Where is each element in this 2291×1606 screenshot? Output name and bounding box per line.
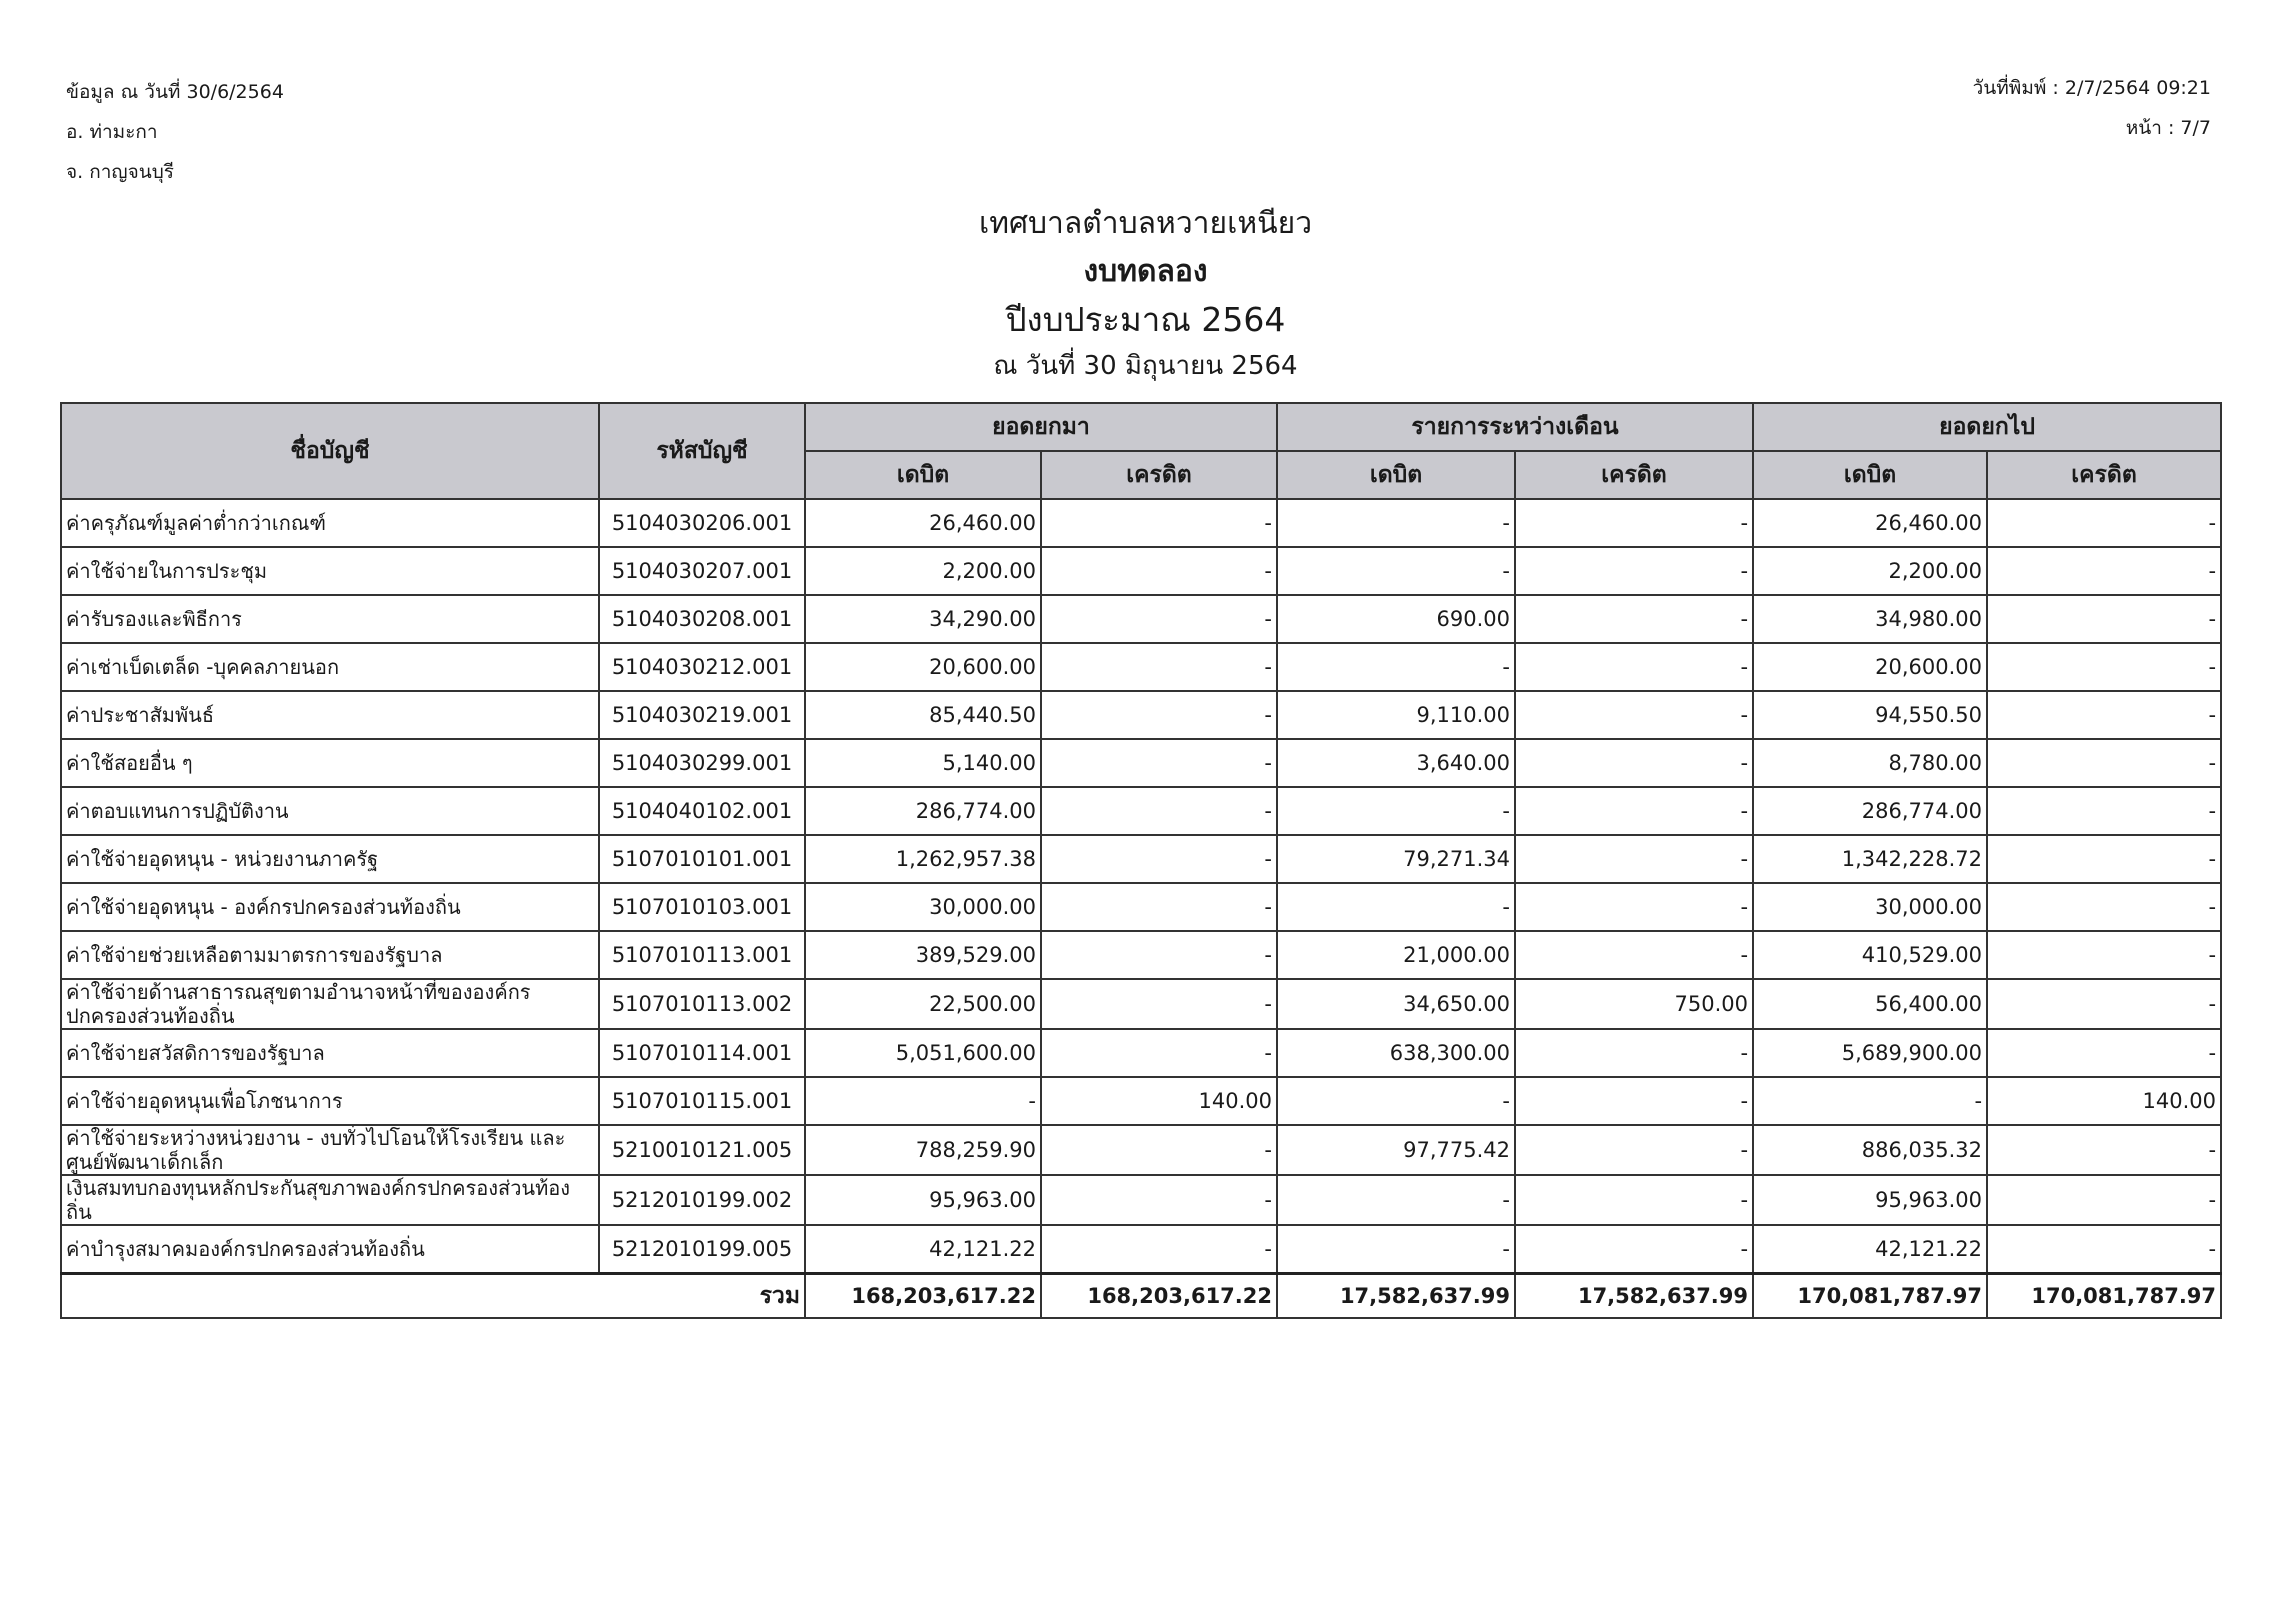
- month-credit-cell: 750.00: [1515, 979, 1753, 1029]
- bf-credit-cell: -: [1041, 1029, 1277, 1077]
- cf-debit-cell: 42,121.22: [1753, 1225, 1987, 1274]
- bf-credit-cell: -: [1041, 643, 1277, 691]
- cf-credit-cell: -: [1987, 883, 2221, 931]
- account-code-cell: 5107010103.001: [599, 883, 805, 931]
- bf-debit-cell: 389,529.00: [805, 931, 1041, 979]
- month-credit-cell: -: [1515, 883, 1753, 931]
- bf-credit-cell: -: [1041, 979, 1277, 1029]
- account-name-cell: ค่ารับรองและพิธีการ: [61, 595, 599, 643]
- month-debit-cell: 690.00: [1277, 595, 1515, 643]
- header-brought-forward: ยอดยกมา: [805, 403, 1277, 451]
- table-row: [61, 787, 2221, 835]
- cf-debit-cell: 1,342,228.72: [1753, 835, 1987, 883]
- cf-debit-cell: 2,200.00: [1753, 547, 1987, 595]
- bf-debit-cell: 42,121.22: [805, 1225, 1041, 1274]
- cf-credit-cell: -: [1987, 1029, 2221, 1077]
- table-row: [61, 499, 2221, 547]
- cf-credit-cell: -: [1987, 595, 2221, 643]
- account-code-cell: 5107010101.001: [599, 835, 805, 883]
- bf-credit-cell: 140.00: [1041, 1077, 1277, 1125]
- account-code-cell: 5104030219.001: [599, 691, 805, 739]
- header-debit: เดบิต: [805, 451, 1041, 499]
- month-debit-cell: -: [1277, 787, 1515, 835]
- cf-credit-cell: -: [1987, 787, 2221, 835]
- header-debit: เดบิต: [1753, 451, 1987, 499]
- cf-debit-cell: 34,980.00: [1753, 595, 1987, 643]
- account-name-cell: ค่าใช้จ่ายในการประชุม: [61, 547, 599, 595]
- cf-credit-cell: -: [1987, 499, 2221, 547]
- account-name-cell: ค่าใช้จ่ายสวัสดิการของรัฐบาล: [61, 1029, 599, 1077]
- account-name-cell: ค่าครุภัณฑ์มูลค่าต่ำกว่าเกณฑ์: [61, 499, 599, 547]
- month-debit-cell: -: [1277, 1077, 1515, 1125]
- account-name-cell: ค่าใช้จ่ายอุดหนุนเพื่อโภชนาการ: [61, 1077, 599, 1125]
- bf-credit-cell: -: [1041, 1225, 1277, 1274]
- table-row: [61, 835, 2221, 883]
- month-credit-cell: -: [1515, 739, 1753, 787]
- cf-debit-cell: 5,689,900.00: [1753, 1029, 1987, 1077]
- month-credit-cell: -: [1515, 1175, 1753, 1225]
- bf-debit-cell: 85,440.50: [805, 691, 1041, 739]
- cf-debit-cell: 26,460.00: [1753, 499, 1987, 547]
- header-credit: เครดิต: [1987, 451, 2221, 499]
- data-date: ข้อมูล ณ วันที่ 30/6/2564: [66, 81, 284, 103]
- account-code-cell: 5107010115.001: [599, 1077, 805, 1125]
- account-code-cell: 5212010199.002: [599, 1175, 805, 1225]
- bf-debit-cell: 1,262,957.38: [805, 835, 1041, 883]
- month-debit-cell: 21,000.00: [1277, 931, 1515, 979]
- bf-debit-cell: 5,051,600.00: [805, 1029, 1041, 1077]
- header-credit: เครดิต: [1041, 451, 1277, 499]
- month-credit-cell: -: [1515, 1029, 1753, 1077]
- table-row: [61, 883, 2221, 931]
- month-credit-cell: -: [1515, 1125, 1753, 1175]
- table-row: [61, 691, 2221, 739]
- account-name-cell: ค่าตอบแทนการปฏิบัติงาน: [61, 787, 599, 835]
- cf-credit-cell: -: [1987, 931, 2221, 979]
- organization-name: เทศบาลตำบลหวายเหนียว: [978, 206, 1313, 241]
- cf-credit-cell: 140.00: [1987, 1077, 2221, 1125]
- account-code-cell: 5104030299.001: [599, 739, 805, 787]
- month-debit-cell: -: [1277, 499, 1515, 547]
- table-row: [61, 595, 2221, 643]
- total-bf-debit: 168,203,617.22: [805, 1274, 1041, 1319]
- account-name-cell: ค่าใช้จ่ายอุดหนุน - องค์กรปกครองส่วนท้องถิ่น: [61, 883, 599, 931]
- table-row: [61, 1029, 2221, 1077]
- cf-credit-cell: -: [1987, 979, 2221, 1029]
- month-credit-cell: -: [1515, 835, 1753, 883]
- bf-credit-cell: -: [1041, 931, 1277, 979]
- account-name-cell: ค่าใช้สอยอื่น ๆ: [61, 739, 599, 787]
- bf-debit-cell: 2,200.00: [805, 547, 1041, 595]
- table-row: [61, 643, 2221, 691]
- report-meta-left: [66, 72, 284, 192]
- cf-debit-cell: 95,963.00: [1753, 1175, 1987, 1225]
- account-name-cell: ค่าใช้จ่ายด้านสาธารณสุขตามอำนาจหน้าที่ขององค์กรปกครองส่วนท้องถิ่น: [61, 979, 599, 1029]
- cf-debit-cell: 30,000.00: [1753, 883, 1987, 931]
- bf-debit-cell: 26,460.00: [805, 499, 1041, 547]
- bf-debit-cell: 30,000.00: [805, 883, 1041, 931]
- month-debit-cell: -: [1277, 547, 1515, 595]
- header-credit: เครดิต: [1515, 451, 1753, 499]
- month-credit-cell: -: [1515, 787, 1753, 835]
- bf-credit-cell: -: [1041, 1125, 1277, 1175]
- cf-credit-cell: -: [1987, 1225, 2221, 1274]
- trial-balance-table: [60, 402, 2222, 1319]
- province: จ. กาญจนบุรี: [66, 161, 174, 183]
- account-name-cell: ค่าประชาสัมพันธ์: [61, 691, 599, 739]
- month-debit-cell: 34,650.00: [1277, 979, 1515, 1029]
- header-account-code: รหัสบัญชี: [599, 403, 805, 499]
- header-debit: เดบิต: [1277, 451, 1515, 499]
- cf-debit-cell: 20,600.00: [1753, 643, 1987, 691]
- table-row: [61, 1175, 2221, 1225]
- total-month-debit: 17,582,637.99: [1277, 1274, 1515, 1319]
- cf-credit-cell: -: [1987, 691, 2221, 739]
- total-month-credit: 17,582,637.99: [1515, 1274, 1753, 1319]
- table-row: [61, 979, 2221, 1029]
- header-row-groups: [61, 403, 2221, 451]
- district: อ. ท่ามะกา: [66, 121, 158, 143]
- bf-debit-cell: 5,140.00: [805, 739, 1041, 787]
- total-label: รวม: [61, 1274, 805, 1319]
- account-code-cell: 5107010114.001: [599, 1029, 805, 1077]
- bf-debit-cell: 20,600.00: [805, 643, 1041, 691]
- cf-credit-cell: -: [1987, 739, 2221, 787]
- fiscal-year: ปีงบประมาณ 2564: [1005, 300, 1286, 339]
- header-carried-forward: ยอดยกไป: [1753, 403, 2221, 451]
- cf-debit-cell: 886,035.32: [1753, 1125, 1987, 1175]
- total-cf-credit: 170,081,787.97: [1987, 1274, 2221, 1319]
- report-titles: [0, 200, 2291, 388]
- month-credit-cell: -: [1515, 547, 1753, 595]
- total-row: [61, 1274, 2221, 1319]
- month-debit-cell: 97,775.42: [1277, 1125, 1515, 1175]
- cf-debit-cell: -: [1753, 1077, 1987, 1125]
- account-code-cell: 5212010199.005: [599, 1225, 805, 1274]
- cf-credit-cell: -: [1987, 643, 2221, 691]
- month-debit-cell: 3,640.00: [1277, 739, 1515, 787]
- cf-debit-cell: 94,550.50: [1753, 691, 1987, 739]
- account-name-cell: ค่าบำรุงสมาคมองค์กรปกครองส่วนท้องถิ่น: [61, 1225, 599, 1274]
- print-date: วันที่พิมพ์ : 2/7/2564 09:21: [1972, 77, 2211, 99]
- account-code-cell: 5104030208.001: [599, 595, 805, 643]
- bf-debit-cell: 22,500.00: [805, 979, 1041, 1029]
- month-credit-cell: -: [1515, 1225, 1753, 1274]
- month-debit-cell: -: [1277, 883, 1515, 931]
- account-code-cell: 5104030206.001: [599, 499, 805, 547]
- table-body: [61, 499, 2221, 1274]
- total-cf-debit: 170,081,787.97: [1753, 1274, 1987, 1319]
- table-row: [61, 739, 2221, 787]
- month-debit-cell: -: [1277, 1225, 1515, 1274]
- table-row: [61, 1125, 2221, 1175]
- bf-credit-cell: -: [1041, 547, 1277, 595]
- header-during-month: รายการระหว่างเดือน: [1277, 403, 1753, 451]
- table-row: [61, 931, 2221, 979]
- header-account-name: ชื่อบัญชี: [61, 403, 599, 499]
- page-number: หน้า : 7/7: [2125, 117, 2211, 139]
- cf-credit-cell: -: [1987, 1125, 2221, 1175]
- month-debit-cell: 9,110.00: [1277, 691, 1515, 739]
- bf-debit-cell: -: [805, 1077, 1041, 1125]
- account-name-cell: ค่าเช่าเบ็ดเตล็ด -บุคคลภายนอก: [61, 643, 599, 691]
- bf-credit-cell: -: [1041, 1175, 1277, 1225]
- cf-credit-cell: -: [1987, 835, 2221, 883]
- cf-debit-cell: 8,780.00: [1753, 739, 1987, 787]
- account-name-cell: ค่าใช้จ่ายช่วยเหลือตามมาตรการของรัฐบาล: [61, 931, 599, 979]
- bf-credit-cell: -: [1041, 595, 1277, 643]
- bf-debit-cell: 286,774.00: [805, 787, 1041, 835]
- account-code-cell: 5107010113.002: [599, 979, 805, 1029]
- bf-debit-cell: 95,963.00: [805, 1175, 1041, 1225]
- account-code-cell: 5104030207.001: [599, 547, 805, 595]
- bf-credit-cell: -: [1041, 499, 1277, 547]
- account-name-cell: ค่าใช้จ่ายระหว่างหน่วยงาน - งบทั่วไปโอนให้โรงเรียน และศูนย์พัฒนาเด็กเล็ก: [61, 1125, 599, 1175]
- report-meta-right: [1973, 68, 2211, 148]
- cf-debit-cell: 56,400.00: [1753, 979, 1987, 1029]
- account-name-cell: ค่าใช้จ่ายอุดหนุน - หน่วยงานภาครัฐ: [61, 835, 599, 883]
- account-name-cell: เงินสมทบกองทุนหลักประกันสุขภาพองค์กรปกครองส่วนท้องถิ่น: [61, 1175, 599, 1225]
- bf-credit-cell: -: [1041, 835, 1277, 883]
- bf-debit-cell: 788,259.90: [805, 1125, 1041, 1175]
- month-credit-cell: -: [1515, 499, 1753, 547]
- bf-credit-cell: -: [1041, 787, 1277, 835]
- month-debit-cell: -: [1277, 1175, 1515, 1225]
- account-code-cell: 5107010113.001: [599, 931, 805, 979]
- month-credit-cell: -: [1515, 691, 1753, 739]
- report-title: งบทดลอง: [1083, 254, 1208, 289]
- month-debit-cell: 79,271.34: [1277, 835, 1515, 883]
- as-of-date: ณ วันที่ 30 มิถุนายน 2564: [993, 351, 1298, 381]
- cf-debit-cell: 410,529.00: [1753, 931, 1987, 979]
- table-row: [61, 1225, 2221, 1274]
- month-credit-cell: -: [1515, 643, 1753, 691]
- bf-debit-cell: 34,290.00: [805, 595, 1041, 643]
- month-debit-cell: -: [1277, 643, 1515, 691]
- account-code-cell: 5210010121.005: [599, 1125, 805, 1175]
- month-credit-cell: -: [1515, 1077, 1753, 1125]
- table-row: [61, 547, 2221, 595]
- total-bf-credit: 168,203,617.22: [1041, 1274, 1277, 1319]
- cf-credit-cell: -: [1987, 1175, 2221, 1225]
- table-row: [61, 1077, 2221, 1125]
- cf-debit-cell: 286,774.00: [1753, 787, 1987, 835]
- month-debit-cell: 638,300.00: [1277, 1029, 1515, 1077]
- month-credit-cell: -: [1515, 595, 1753, 643]
- account-code-cell: 5104030212.001: [599, 643, 805, 691]
- account-code-cell: 5104040102.001: [599, 787, 805, 835]
- bf-credit-cell: -: [1041, 739, 1277, 787]
- bf-credit-cell: -: [1041, 883, 1277, 931]
- bf-credit-cell: -: [1041, 691, 1277, 739]
- month-credit-cell: -: [1515, 931, 1753, 979]
- cf-credit-cell: -: [1987, 547, 2221, 595]
